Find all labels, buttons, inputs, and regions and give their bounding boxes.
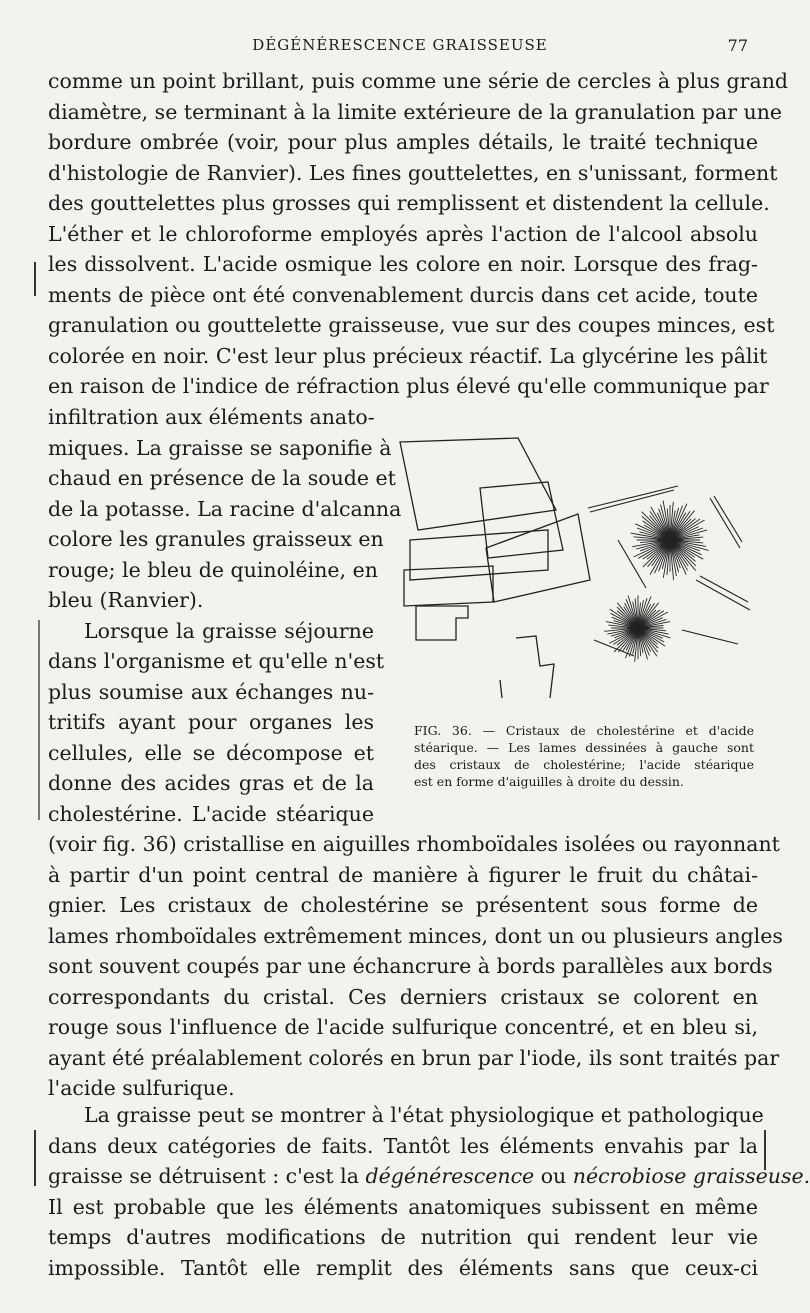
cholesterin-plate	[516, 636, 554, 698]
text-line: impossible. Tantôt elle remplit des éléments sans que ceux-ci	[48, 1255, 758, 1280]
caption-line: des cristaux de cholestérine; l'acide stéarique	[414, 757, 754, 772]
text-line: chaud en présence de la soude et	[48, 466, 396, 490]
caption-line: est en forme d'aiguilles à droite du dessin.	[414, 774, 684, 789]
text-line: cholestérine. L'acide stéarique	[48, 801, 374, 826]
running-title: DÉGÉNÉRESCENCE GRAISSEUSE	[252, 36, 548, 54]
text-line: bordure ombrée (voir, pour plus amples détails, le traité technique	[48, 130, 758, 154]
body-text-top	[48, 66, 789, 402]
margin-mark-2	[38, 620, 40, 820]
cholesterin-plate	[480, 482, 563, 558]
body-text-bottom	[48, 829, 783, 1104]
text-line: miques. La graisse se saponifie à	[48, 435, 392, 460]
text-span: graisse se détruisent : c'est la	[48, 1164, 366, 1188]
text-line: Lorsque la graisse séjourne	[84, 618, 374, 643]
page-number: 77	[727, 36, 748, 55]
text-line: des gouttelettes plus grosses qui remplissent et distendent la cellule.	[48, 191, 770, 215]
text-span: ou	[534, 1164, 573, 1188]
text-line: dans l'organisme et qu'elle n'est	[48, 649, 385, 673]
text-line: La graisse peut se montrer à l'état physiologique et pathologique	[84, 1103, 764, 1127]
margin-mark-3	[34, 1130, 36, 1186]
italic-term: nécrobiose graisseuse.	[572, 1164, 810, 1188]
text-line: lames rhomboïdales extrêmement minces, dont un ou plusieurs angles	[48, 923, 783, 948]
text-line: granulation ou gouttelette graisseuse, vue sur des coupes minces, est	[48, 313, 775, 337]
text-line: d'histologie de Ranvier). Les fines gouttelettes, en s'unissant, forment	[48, 160, 778, 185]
crystals-figure	[398, 430, 758, 730]
text-line: (voir fig. 36) cristallise en aiguilles rhomboïdales isolées ou rayonnant	[48, 832, 780, 856]
text-line: infiltration aux éléments anato-	[48, 405, 375, 429]
text-line: tritifs ayant pour organes les	[48, 710, 374, 734]
caption-line: FIG. 36. — Cristaux de cholestérine et d'acide	[414, 723, 754, 738]
text-line: l'acide sulfurique.	[48, 1076, 235, 1100]
text-line: rouge; le bleu de quinoléine, en	[48, 557, 378, 582]
text-line: bleu (Ranvier).	[48, 588, 204, 612]
margin-mark-1	[34, 262, 36, 296]
text-line: ments de pièce ont été convenablement durcis dans cet acide, toute	[48, 282, 758, 307]
text-line: colorée en noir. C'est leur plus précieux réactif. La glycérine les pâlit	[48, 343, 768, 368]
text-line: à partir d'un point central de manière à figurer le fruit du châtai-	[48, 862, 758, 887]
text-line: sont souvent coupés par une échancrure à bords parallèles aux bords	[48, 954, 773, 978]
body-text-last	[48, 1100, 810, 1283]
cholesterin-plate	[404, 566, 493, 606]
text-line: colore les granules graisseux en	[48, 527, 384, 551]
text-line: gnier. Les cristaux de cholestérine se présentent sous forme de	[48, 893, 758, 917]
text-line	[48, 1161, 810, 1192]
text-line: de la potasse. La racine d'alcanna	[48, 496, 402, 521]
cholesterin-plate	[486, 514, 590, 602]
text-line: correspondants du cristal. Ces derniers cristaux se colorent en	[48, 984, 758, 1009]
text-line: donne des acides gras et de la	[48, 771, 374, 795]
text-line: en raison de l'indice de réfraction plus élevé qu'elle communique par	[48, 374, 769, 398]
cholesterin-plate	[410, 530, 548, 580]
text-line: plus soumise aux échanges nu-	[48, 679, 374, 704]
italic-term: dégénérescence	[365, 1164, 535, 1188]
stearic-rosette-1	[631, 501, 709, 580]
text-line: diamètre, se terminant à la limite extérieure de la granulation par une	[48, 99, 783, 124]
text-line: ayant été préalablement colorés en brun par l'iode, ils sont traités par	[48, 1045, 780, 1070]
text-line: temps d'autres modifications de nutrition qui rendent leur vie	[48, 1225, 758, 1249]
text-line: Il est probable que les éléments anatomiques subissent en même	[48, 1194, 758, 1219]
text-line: dans deux catégories de faits. Tantôt les éléments envahis par la	[48, 1133, 758, 1158]
figure-caption	[414, 722, 754, 790]
caption-line: stéarique. — Les lames dessinées à gauche sont	[414, 740, 754, 755]
text-line: L'éther et le chloroforme employés après l'action de l'alcool absolu	[48, 221, 758, 246]
page-header	[0, 34, 800, 58]
cholesterin-plate	[416, 606, 468, 640]
text-line: rouge sous l'influence de l'acide sulfurique concentré, et en bleu si,	[48, 1015, 758, 1039]
stearic-rosette-2	[604, 595, 670, 661]
body-text-narrow	[48, 402, 402, 829]
text-line: les dissolvent. L'acide osmique les colore en noir. Lorsque des frag-	[48, 252, 758, 276]
text-line: comme un point brillant, puis comme une série de cercles à plus grand	[48, 69, 789, 93]
text-line: cellules, elle se décompose et	[48, 740, 374, 765]
